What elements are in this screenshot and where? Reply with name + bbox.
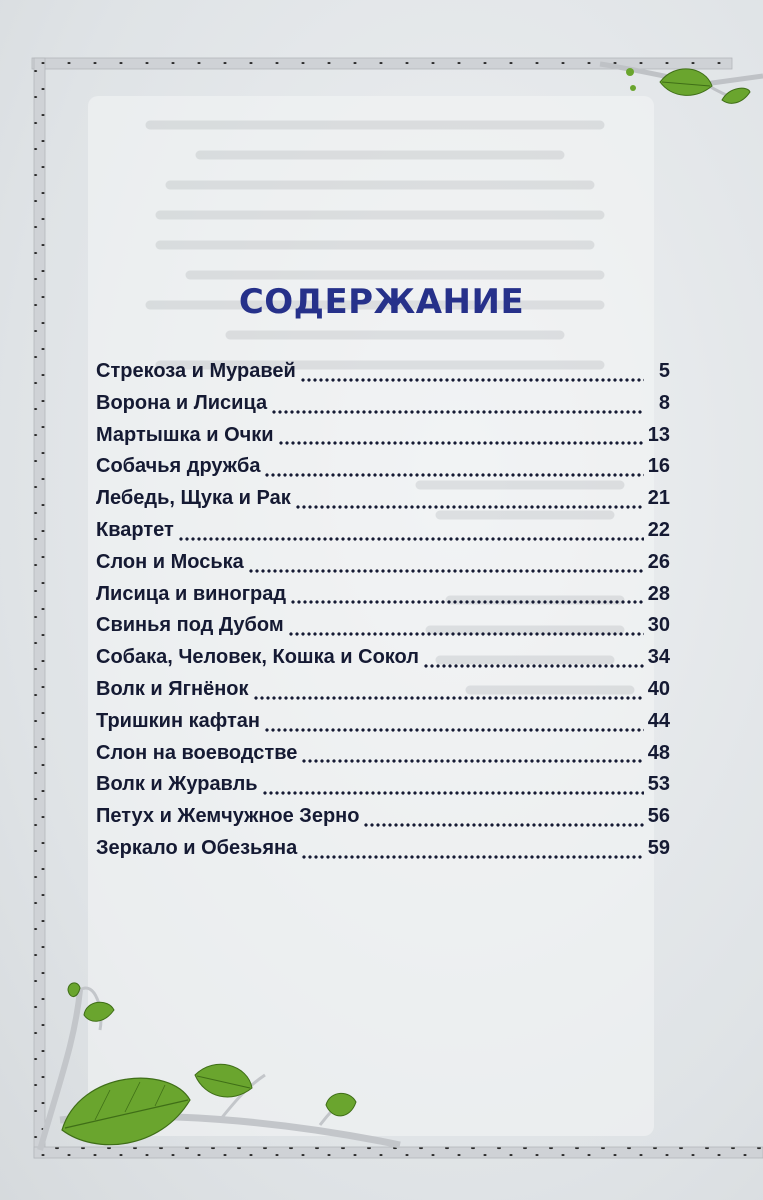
leaf-icon-top-right-small — [722, 88, 750, 103]
leaf-icon-branch-tip — [84, 1002, 114, 1021]
toc-entry[interactable] — [96, 614, 670, 646]
toc-entry[interactable] — [96, 487, 670, 519]
toc-entry[interactable] — [96, 837, 670, 869]
toc-entry-title: Собака, Человек, Кошка и Сокол — [96, 646, 419, 669]
leaf-icon-top-right — [660, 69, 712, 96]
toc-entry-page: 26 — [647, 550, 670, 573]
toc-entry-page: 53 — [647, 773, 670, 796]
toc-entry-page: 16 — [647, 455, 670, 478]
frame-left-bar — [34, 58, 45, 1158]
toc-entry[interactable] — [96, 583, 670, 615]
page-title: СОДЕРЖАНИЕ — [238, 282, 525, 322]
toc-entry-title: Квартет — [96, 518, 174, 541]
toc-entry[interactable] — [96, 392, 670, 424]
toc-entry-page: 28 — [647, 582, 670, 605]
toc-leader-dots — [423, 664, 644, 668]
toc-leader-dots — [295, 505, 644, 509]
toc-entry[interactable] — [96, 360, 670, 392]
toc-entry-title: Мартышка и Очки — [96, 423, 274, 446]
toc-entry[interactable] — [96, 773, 670, 805]
toc-entry[interactable] — [96, 646, 670, 678]
toc-entry[interactable] — [96, 551, 670, 583]
toc-entry-title: Зеркало и Обезьяна — [96, 836, 298, 859]
toc-entry-title: Лебедь, Щука и Рак — [96, 487, 291, 510]
toc-entry-title: Слон и Моська — [96, 550, 244, 573]
toc-entry-title: Тришкин кафтан — [96, 709, 260, 732]
toc-entry-title: Слон на воеводстве — [96, 741, 298, 764]
toc-entry-page: 48 — [647, 741, 670, 764]
toc-leader-dots — [271, 410, 644, 414]
toc-entry-page: 34 — [647, 646, 670, 669]
bud-icon — [626, 68, 634, 76]
toc-entry-page: 44 — [647, 709, 670, 732]
toc-leader-dots — [178, 537, 644, 541]
toc-leader-dots — [301, 759, 643, 763]
toc-leader-dots — [288, 632, 644, 636]
toc-entry-title: Волк и Журавль — [96, 773, 258, 796]
toc-entry-title: Лисица и виноград — [96, 582, 287, 605]
toc-entry-page: 5 — [658, 360, 670, 382]
leaf-icon-small — [326, 1093, 356, 1116]
toc-entry-title: Собачья дружба — [96, 455, 261, 478]
toc-entry[interactable] — [96, 742, 670, 774]
toc-entry-title: Ворона и Лисица — [96, 391, 268, 414]
toc-leader-dots — [262, 791, 644, 795]
toc-leader-dots — [290, 600, 644, 604]
toc-entry-title: Волк и Ягнёнок — [96, 677, 249, 700]
toc-leader-dots — [278, 441, 644, 445]
frame-bottom-bar — [34, 1147, 763, 1158]
toc-leader-dots — [363, 823, 643, 827]
leaf-icon-medium — [195, 1064, 252, 1097]
toc-leader-dots — [264, 728, 644, 732]
toc-entry-title: Стрекоза и Муравей — [96, 360, 296, 382]
leaf-icon-large — [62, 1078, 190, 1145]
toc-entry[interactable] — [96, 424, 670, 456]
toc-entry-page: 21 — [647, 487, 670, 510]
toc-entry-title: Петух и Жемчужное Зерно — [96, 805, 360, 828]
bud-icon — [630, 85, 636, 91]
toc-entry[interactable] — [96, 805, 670, 837]
toc-entry-page: 13 — [647, 423, 670, 446]
toc-leader-dots — [264, 473, 643, 477]
toc-leader-dots — [301, 855, 644, 859]
toc-entry[interactable] — [96, 678, 670, 710]
toc-leader-dots — [253, 696, 644, 700]
toc-entry-page: 30 — [647, 614, 670, 637]
toc-entry-page: 40 — [647, 677, 670, 700]
toc-entry-page: 8 — [658, 391, 670, 414]
toc-leader-dots — [248, 569, 644, 573]
toc-entry-title: Свинья под Дубом — [96, 614, 284, 637]
toc-entry-page: 59 — [647, 836, 670, 859]
toc-leader-dots — [300, 378, 644, 382]
toc-entry-page: 22 — [647, 518, 670, 541]
toc-entry-page: 56 — [647, 805, 670, 828]
toc-entry[interactable] — [96, 455, 670, 487]
table-of-contents — [96, 360, 670, 869]
toc-entry[interactable] — [96, 519, 670, 551]
toc-entry[interactable] — [96, 710, 670, 742]
